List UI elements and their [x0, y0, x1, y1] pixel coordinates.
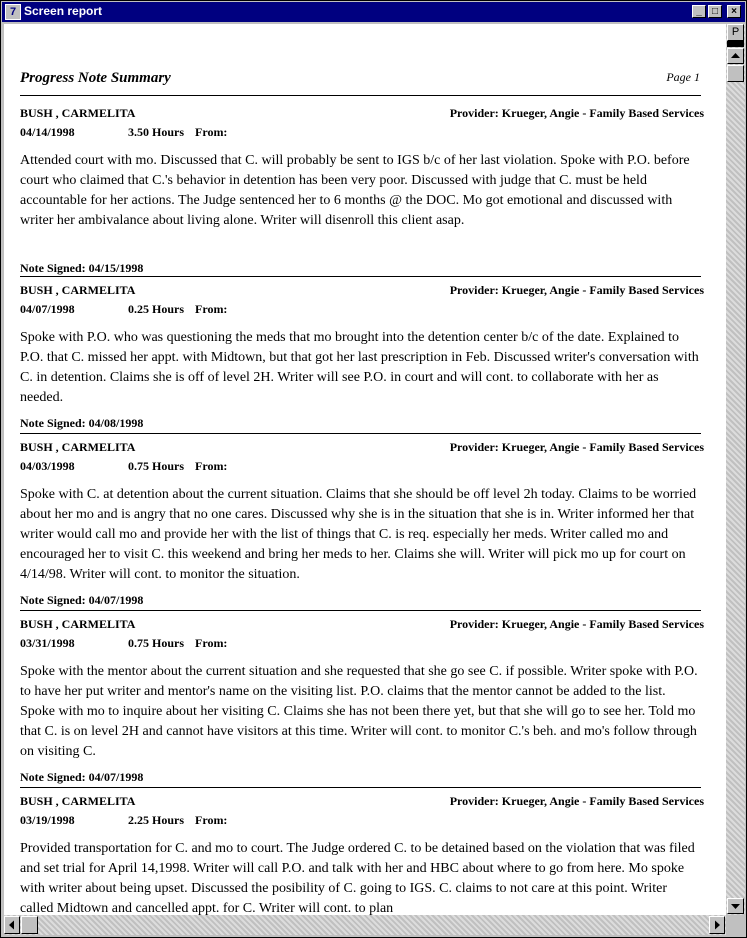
scroll-up-button[interactable] — [727, 48, 744, 64]
note-body: Provided transportation for C. and mo to court. The Judge ordered C. to be detained based on the violation that was filed and set trial for April 14,1998. Writer will call P.O. and talk with her and HBC about where to go from here. Mo spoke with writer about being upset. Discussed the posibility of C. going to IGS. C. claims to not care at this point. Writer called Midtown and cancelled appt. for C. Writer will cont. to plan — [20, 841, 695, 915]
provider-name: Provider: Krueger, Angie - Family Based Services — [449, 106, 704, 120]
note-signed: Note Signed: 04/08/1998 — [20, 416, 144, 430]
provider-name: Provider: Krueger, Angie - Family Based Services — [449, 440, 704, 454]
arrow-up-icon — [728, 49, 743, 63]
note-body: Attended court with mo. Discussed that C. will probably be sent to IGS b/c of her last violation. Spoke with P.O. before court who claimed that C.'s behavior in detention has been very poor. Discussed with judge that C. must be held accountable for her actions. The Judge sentenced her to 6 months @ the DOC. Mo got emotional and discussed with writer her ambivalance about living alone. Writer will disenroll this client asap. — [20, 153, 690, 228]
arrow-right-icon — [710, 917, 724, 933]
note-date: 04/03/1998 — [20, 459, 75, 473]
note-from-label: From: — [195, 302, 228, 316]
note-signed: Note Signed: 04/07/1998 — [20, 770, 144, 784]
note-hours: 0.25 Hours — [128, 302, 185, 316]
note-signed: Note Signed: 04/07/1998 — [20, 593, 144, 607]
vertical-scrollbar[interactable] — [726, 24, 745, 915]
scroll-right-button[interactable] — [709, 916, 725, 934]
note-signed: Note Signed: 04/15/1998 — [20, 261, 144, 275]
report-title: Progress Note Summary — [20, 70, 171, 86]
client-name: BUSH , CARMELITA — [20, 440, 136, 454]
note-date: 04/07/1998 — [20, 302, 75, 316]
arrow-left-icon — [5, 917, 19, 933]
app-icon[interactable]: 7 — [5, 4, 21, 20]
report-content — [4, 24, 726, 915]
scroll-left-button[interactable] — [4, 916, 20, 934]
page-tab-button[interactable]: P — [727, 24, 744, 41]
note-date: 03/19/1998 — [20, 813, 75, 827]
provider-name: Provider: Krueger, Angie - Family Based Services — [449, 283, 704, 297]
minimize-button[interactable]: _ — [692, 5, 706, 18]
horizontal-scrollbar[interactable] — [4, 915, 726, 935]
note-hours: 0.75 Hours — [128, 636, 185, 650]
horizontal-scroll-thumb[interactable] — [21, 916, 38, 934]
note-divider — [20, 610, 701, 611]
vertical-scroll-thumb[interactable] — [727, 65, 744, 82]
note-from-label: From: — [195, 636, 228, 650]
close-button[interactable]: × — [727, 5, 741, 18]
client-name: BUSH , CARMELITA — [20, 106, 136, 120]
page-number: Page 1 — [666, 70, 700, 84]
note-divider — [20, 433, 701, 434]
note-date: 03/31/1998 — [20, 636, 75, 650]
client-name: BUSH , CARMELITA — [20, 617, 136, 631]
note-body: Spoke with C. at detention about the current situation. Claims that she should be off level 2h today. Claims to be worried about her mo and is angry that no one cares. Discussed why she is in the situation that she is in. Writer informed her that writer would call mo and provide her with the list of things that C. is req. especially her meds. Writer called mo and encouraged her to visit C. this weekend and bring her meds to her. Claims she will. Writer will pick mo up for court on 4/14/98. Writer will cont. to monitor the situation. — [20, 487, 697, 582]
note-body: Spoke with the mentor about the current situation and she requested that she go see C. if possible. Writer spoke with P.O. to have her put writer and mentor's name on the visiting list. P.O. claims that the mentor cannot be added to the list. Spoke with mo to inquire about her visiting C. Claims she has not been there yet, but that she will go to see her. Told mo that C. is on level 2H and cannot have visitors at this time. Writer will cont. to monitor C.'s beh. and mo's follow through on visiting C. — [20, 664, 698, 759]
title-bar[interactable] — [2, 2, 745, 22]
client-name: BUSH , CARMELITA — [20, 794, 136, 808]
resize-corner[interactable] — [726, 915, 745, 935]
note-hours: 3.50 Hours — [128, 125, 185, 139]
window-title: Screen report — [24, 4, 103, 18]
provider-name: Provider: Krueger, Angie - Family Based Services — [449, 794, 704, 808]
note-from-label: From: — [195, 459, 228, 473]
note-date: 04/14/1998 — [20, 125, 75, 139]
title-divider — [20, 95, 701, 96]
scroll-down-button[interactable] — [727, 898, 744, 914]
note-hours: 2.25 Hours — [128, 813, 185, 827]
note-divider — [20, 787, 701, 788]
note-body: Spoke with P.O. who was questioning the meds that mo brought into the detention center b/c of the date. Explained to P.O. that C. missed her appt. with Midtown, but that got her last prescription in Feb. Discussed writer's conversation with C. in detention. Claims she is off of level 2H. Writer will see P.O. in court and will cont. to collaborate with her as needed. — [20, 330, 699, 405]
client-name: BUSH , CARMELITA — [20, 283, 136, 297]
note-divider — [20, 276, 701, 277]
page-indicator — [727, 41, 744, 47]
note-hours: 0.75 Hours — [128, 459, 185, 473]
arrow-down-icon — [728, 899, 743, 913]
provider-name: Provider: Krueger, Angie - Family Based Services — [449, 617, 704, 631]
maximize-button[interactable]: □ — [708, 5, 722, 18]
note-from-label: From: — [195, 125, 228, 139]
note-from-label: From: — [195, 813, 228, 827]
